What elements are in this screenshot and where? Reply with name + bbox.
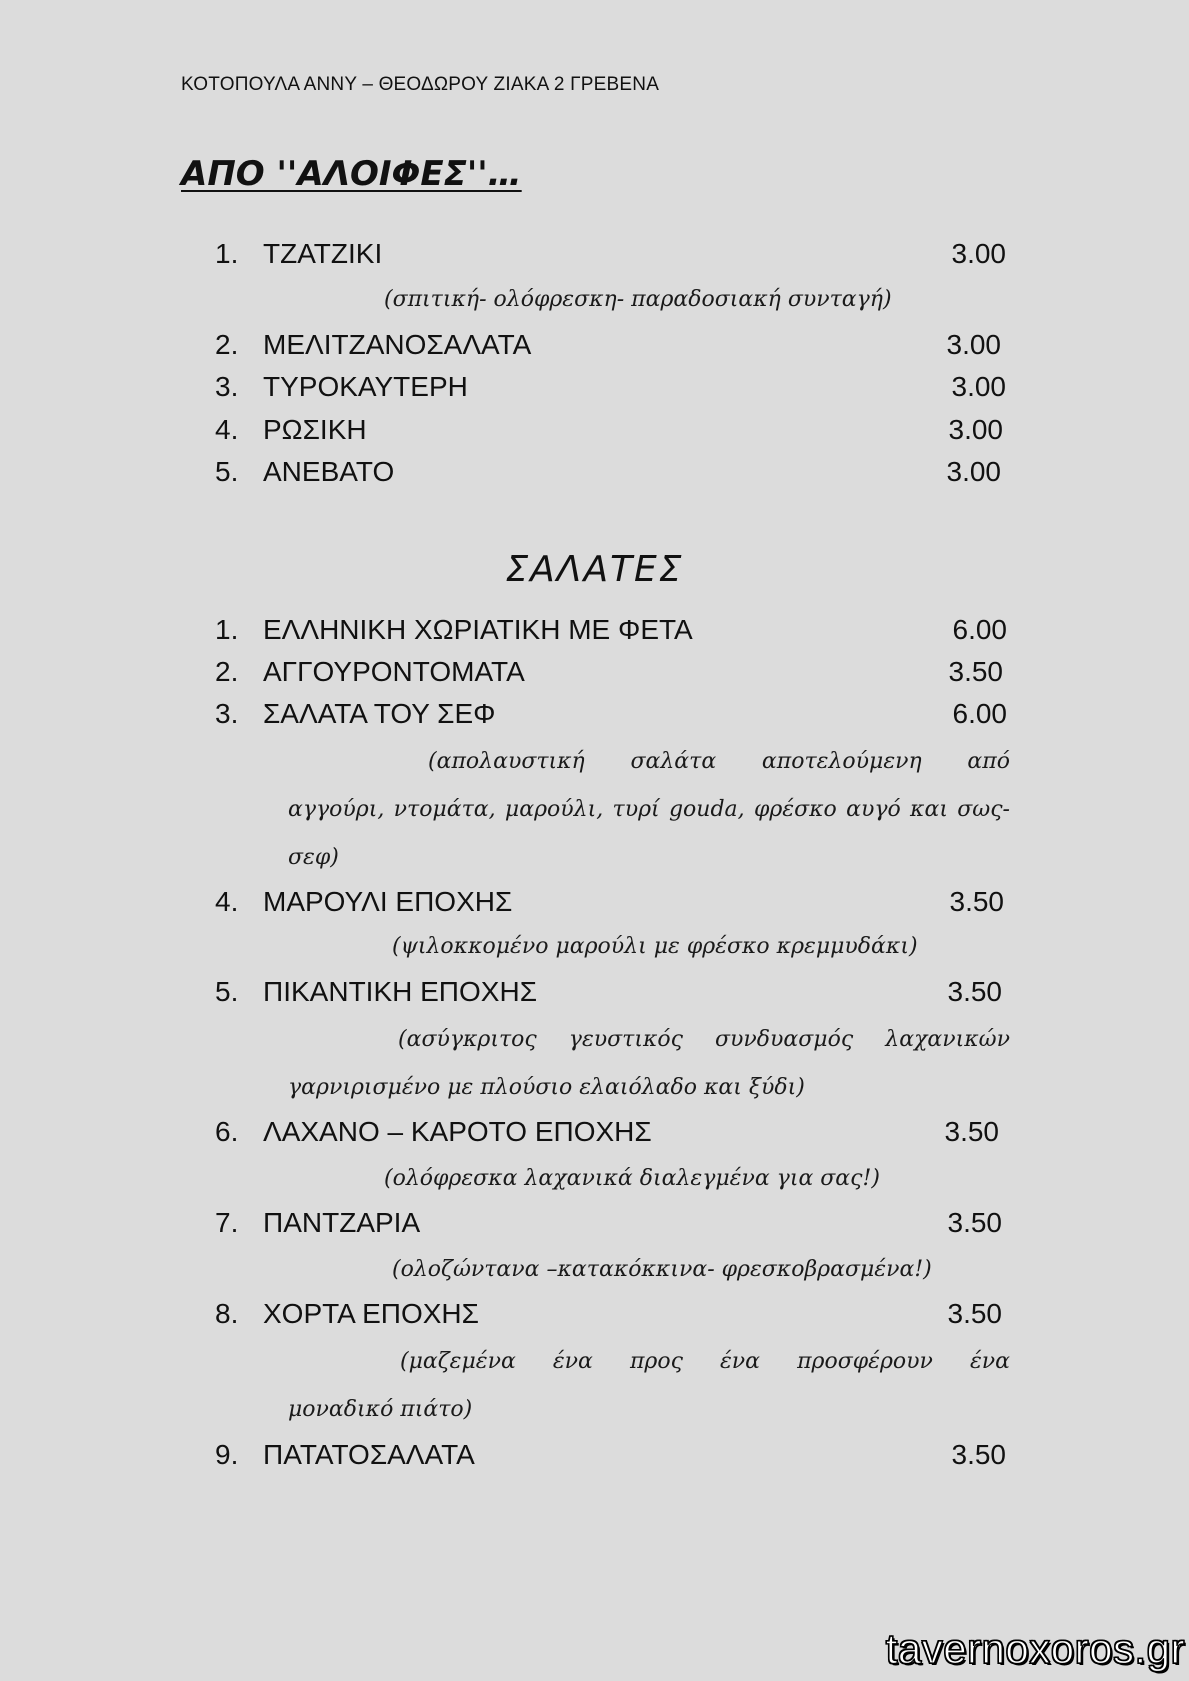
menu-item xyxy=(0,1207,1189,1247)
item-number: 3. xyxy=(215,371,239,402)
menu-item xyxy=(0,414,1189,454)
menu-item xyxy=(0,1116,1189,1156)
item-number: 4. xyxy=(215,414,239,445)
website-watermark: tavernoxoros.gr xyxy=(885,1625,1185,1672)
menu-item xyxy=(0,886,1189,926)
item-price: 3.00 xyxy=(946,456,1001,487)
menu-item xyxy=(0,656,1189,696)
item-name: ΠΙΚΑΝΤΙΚΗ ΕΠΟΧΗΣ xyxy=(263,976,538,1007)
item-number: 4. xyxy=(215,886,239,917)
item-number: 7. xyxy=(215,1207,239,1238)
item-description: (ολοζώντανα –κατακόκκινα- φρεσκοβρασμένα!) xyxy=(392,1257,932,1282)
item-price: 3.00 xyxy=(946,329,1001,360)
item-name: ΑΝΕΒΑΤΟ xyxy=(263,456,395,487)
item-description xyxy=(288,738,1010,882)
item-price: 3.50 xyxy=(948,656,1003,687)
item-name: ΠΑΤΑΤΟΣΑΛΑΤΑ xyxy=(263,1439,475,1470)
item-price: 6.00 xyxy=(952,698,1007,729)
item-price: 3.50 xyxy=(944,1116,999,1147)
item-price: 3.00 xyxy=(951,371,1006,402)
item-price: 3.50 xyxy=(947,1207,1002,1238)
item-number: 5. xyxy=(215,976,239,1007)
item-name: ΠΑΝΤΖΑΡΙΑ xyxy=(263,1207,421,1238)
item-price: 3.00 xyxy=(951,238,1006,269)
item-number: 1. xyxy=(215,614,239,645)
item-number: 1. xyxy=(215,238,239,269)
salates-section-heading: ΣΑΛΑΤΕΣ xyxy=(505,549,684,590)
menu-item xyxy=(0,371,1189,411)
item-name: ΤΥΡΟΚΑΥΤΕΡΗ xyxy=(263,371,468,402)
item-price: 3.50 xyxy=(947,1298,1002,1329)
item-price: 3.50 xyxy=(947,976,1002,1007)
item-description-line: γαρνιρισμένο με πλούσιο ελαιόλαδο και ξύδι) xyxy=(288,1075,805,1100)
item-description-line: μοναδικό πιάτο) xyxy=(288,1397,473,1422)
item-description-line: αγγούρι, ντομάτα, μαρούλι, τυρί gouda, φρέσκο αυγό και σως-σεφ) xyxy=(288,797,1010,870)
item-description xyxy=(288,1338,1010,1434)
item-price: 6.00 xyxy=(952,614,1007,645)
item-number: 9. xyxy=(215,1439,239,1470)
item-description: (ψιλοκκομένο μαρούλι με φρέσκο κρεμμυδάκι) xyxy=(392,934,918,959)
menu-item xyxy=(0,1298,1189,1338)
item-description xyxy=(288,1016,1010,1112)
item-name: ΡΩΣΙΚΗ xyxy=(263,414,367,445)
restaurant-address-header: ΚΟΤΟΠΟΥΛΑ ΑΝΝΥ – ΘΕΟΔΩΡΟΥ ΖΙΑΚΑ 2 ΓΡΕΒΕΝΑ xyxy=(181,74,660,95)
menu-item xyxy=(0,238,1189,278)
item-name: ΛΑΧΑΝΟ – ΚΑΡΟΤΟ ΕΠΟΧΗΣ xyxy=(263,1116,652,1147)
aloifes-section-title: ΑΠΟ ''ΑΛΟΙΦΕΣ''… xyxy=(181,154,522,194)
item-description: (ολόφρεσκα λαχανικά διαλεγμένα για σας!) xyxy=(384,1166,880,1191)
item-number: 8. xyxy=(215,1298,239,1329)
item-price: 3.50 xyxy=(951,1439,1006,1470)
menu-item xyxy=(0,329,1189,369)
menu-item xyxy=(0,698,1189,738)
item-name: ΜΕΛΙΤΖΑΝΟΣΑΛΑΤΑ xyxy=(263,329,532,360)
item-name: ΕΛΛΗΝΙΚΗ ΧΩΡΙΑΤΙΚΗ ΜΕ ΦΕΤΑ xyxy=(263,614,693,645)
item-description-line: (ασύγκριτος γευστικός συνδυασμός λαχανικών xyxy=(398,1027,1010,1052)
item-number: 3. xyxy=(215,698,239,729)
item-name: ΤΖΑΤΖΙΚΙ xyxy=(263,238,383,269)
menu-item xyxy=(0,976,1189,1016)
item-number: 2. xyxy=(215,329,239,360)
item-description-line: (απολαυστική σαλάτα αποτελούμενη από xyxy=(428,749,1010,774)
item-name: ΜΑΡΟΥΛΙ ΕΠΟΧΗΣ xyxy=(263,886,513,917)
menu-item xyxy=(0,1439,1189,1479)
item-number: 5. xyxy=(215,456,239,487)
menu-item xyxy=(0,456,1189,496)
item-name: ΑΓΓΟΥΡΟΝΤΟΜΑΤΑ xyxy=(263,656,525,687)
item-number: 6. xyxy=(215,1116,239,1147)
item-description: (σπιτική- ολόφρεσκη- παραδοσιακή συνταγή) xyxy=(384,287,892,312)
item-price: 3.50 xyxy=(949,886,1004,917)
item-name: ΧΟΡΤΑ ΕΠΟΧΗΣ xyxy=(263,1298,479,1329)
item-description-line: (μαζεμένα ένα προς ένα προσφέρουν ένα xyxy=(400,1349,1010,1374)
menu-item xyxy=(0,614,1189,654)
item-number: 2. xyxy=(215,656,239,687)
item-name: ΣΑΛΑΤΑ ΤΟΥ ΣΕΦ xyxy=(263,698,496,729)
item-price: 3.00 xyxy=(948,414,1003,445)
